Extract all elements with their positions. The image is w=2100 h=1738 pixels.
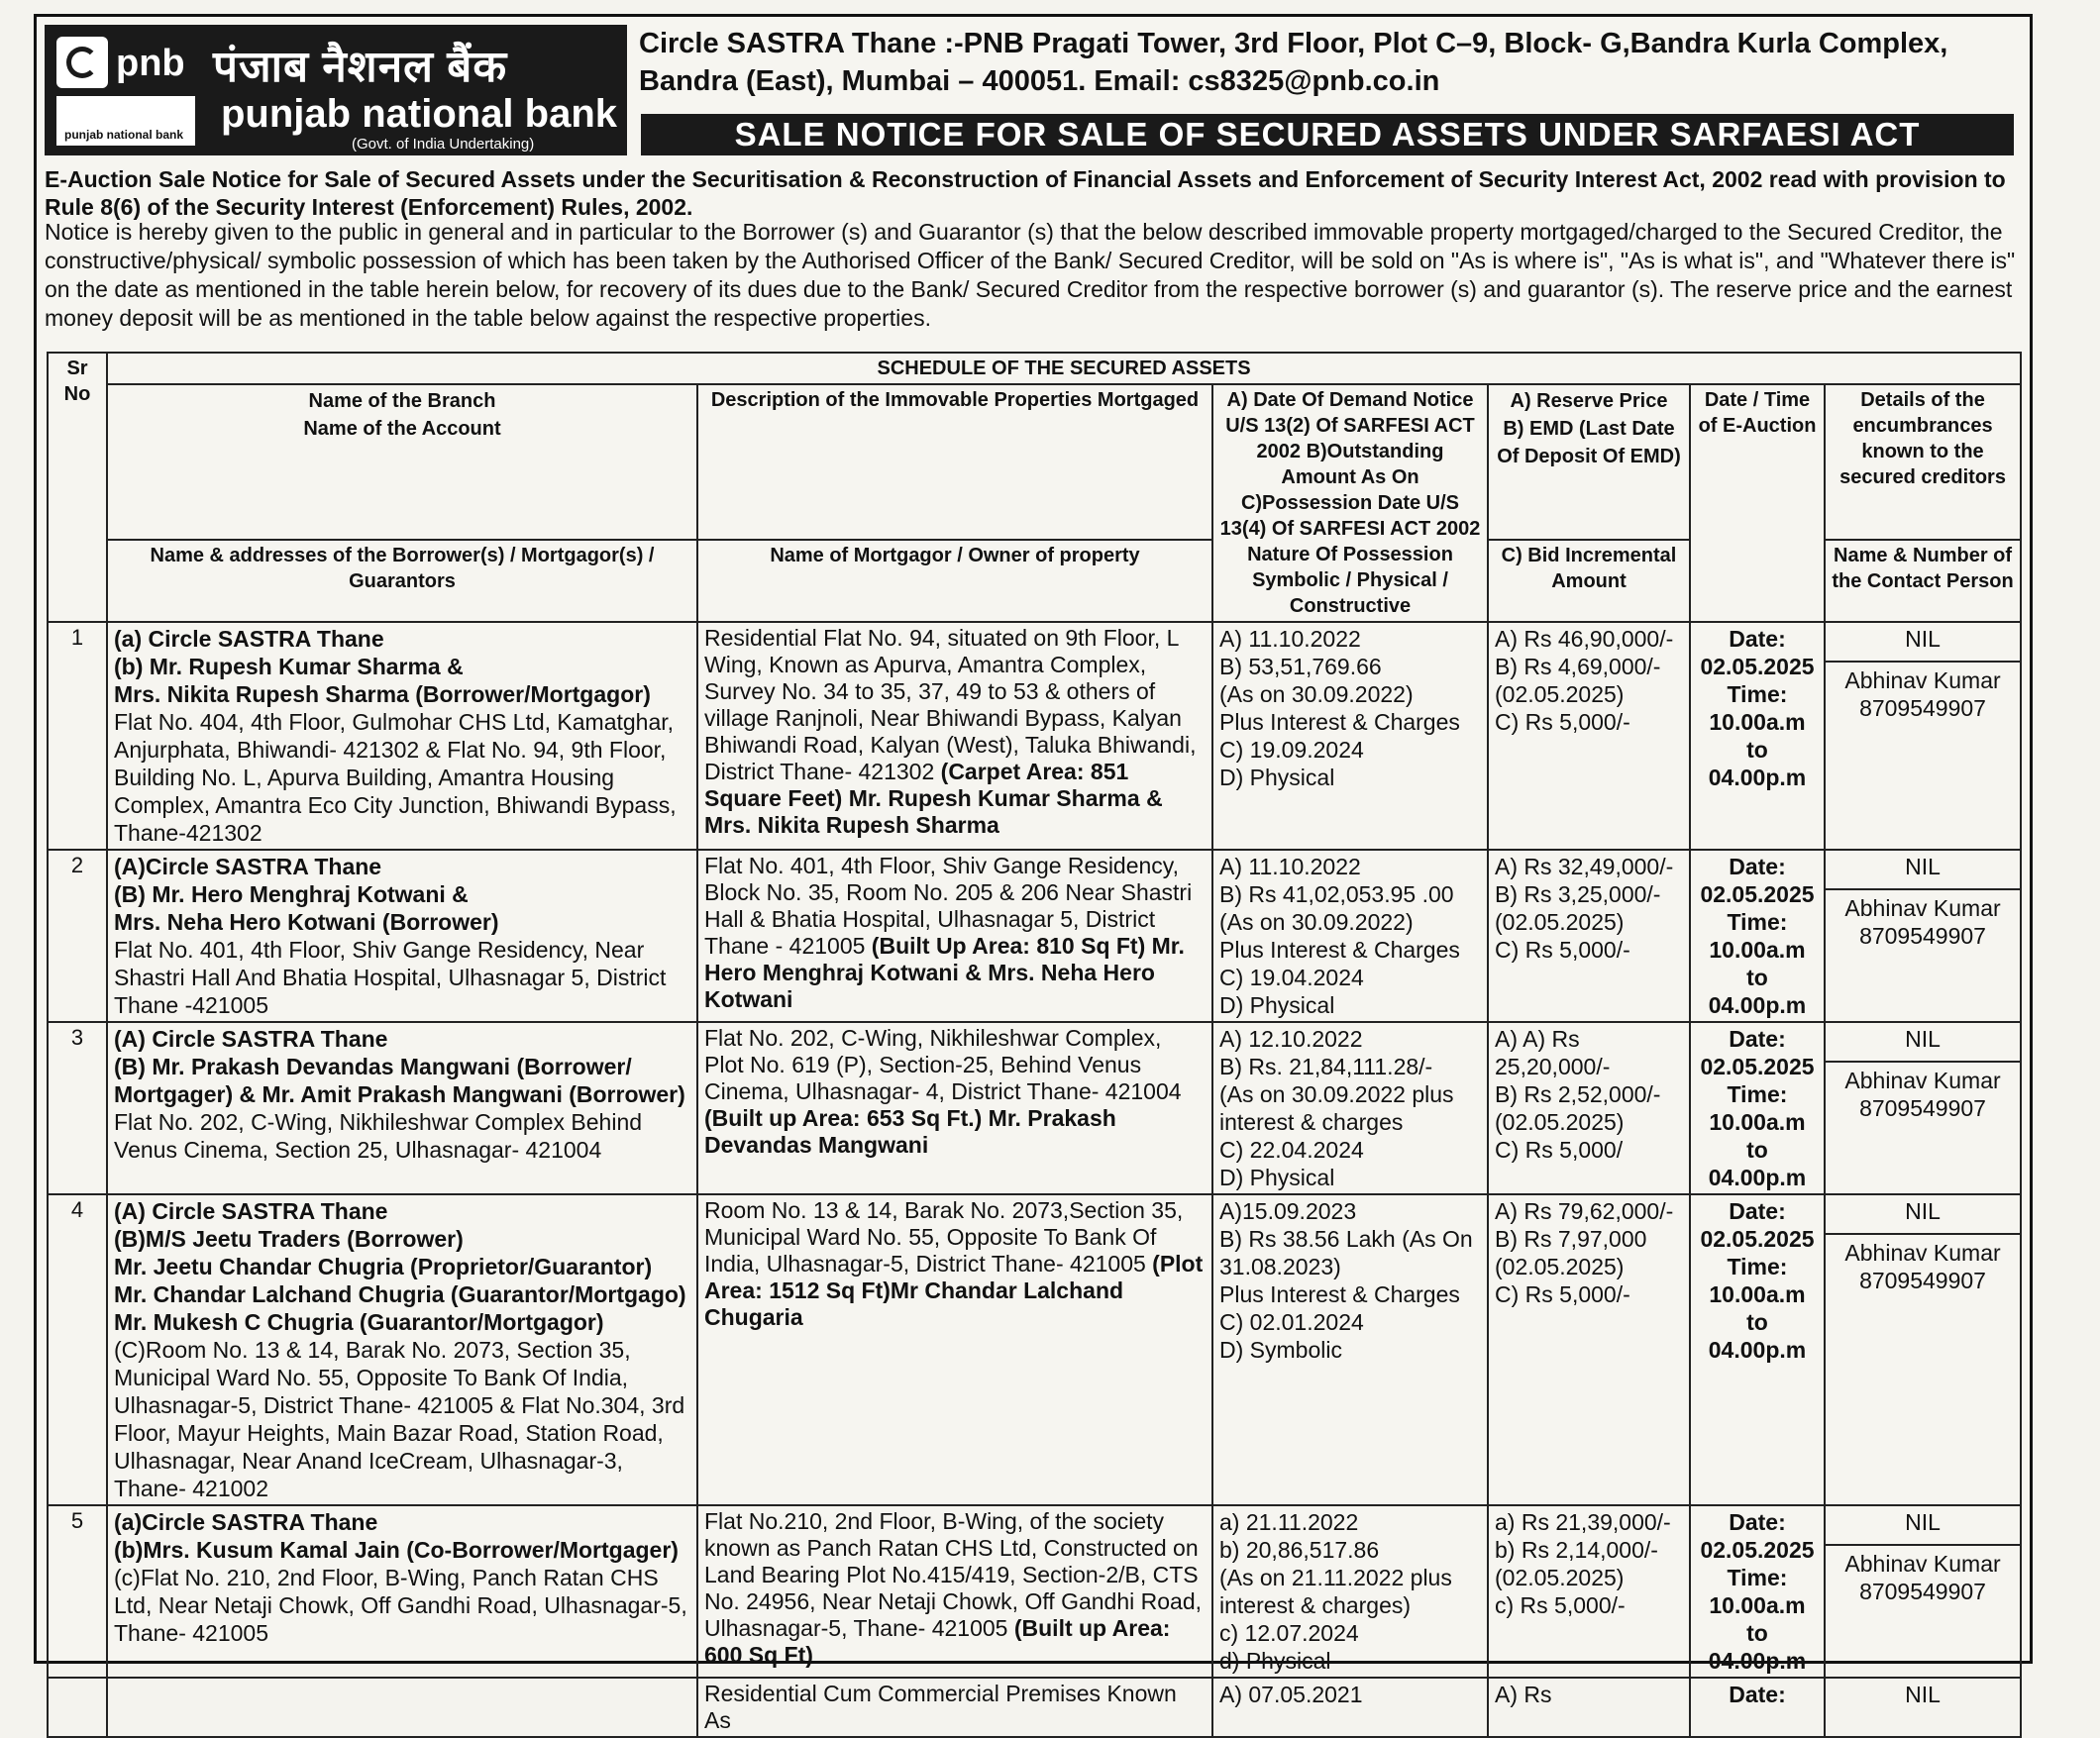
auction-line: 04.00p.m [1708,765,1807,790]
borrower-cell [107,1194,697,1505]
sr-cell: 5 [48,1505,107,1678]
demand-cell [1212,1022,1488,1194]
reserve-cell [1488,1194,1690,1505]
auction-line: 04.00p.m [1708,1165,1807,1190]
reserve-line: B) Rs 3,25,000/- [1495,881,1661,907]
contact-line: 8709549907 [1859,1579,1986,1604]
demand-line: B) Rs. 21,84,111.28/- [1219,1054,1433,1079]
borrower-line: (A) Circle SASTRA Thane [114,1026,388,1052]
reserve-line: C) Rs 5,000/ [1495,1137,1624,1163]
contact-line: 8709549907 [1859,1095,1986,1121]
demand-line: A) 12.10.2022 [1219,1026,1363,1052]
description-cell [697,850,1212,1022]
contact-line: Abhinav Kumar [1844,1240,2001,1266]
header-sr: Sr No [48,353,107,622]
demand-line: Plus Interest & Charges [1219,1281,1460,1307]
auction-line: 10.00a.m to [1709,1592,1806,1646]
encumbrance-cell [1825,1194,2021,1505]
demand-line: Plus Interest & Charges [1219,709,1460,735]
encumbrance-value: NIL [1905,1682,1941,1707]
logo-english-text: punjab national bank [221,92,618,136]
header-contact: Name & Number of the Contact Person [1825,540,2021,622]
auction-line: 04.00p.m [1708,1648,1807,1674]
demand-line: D) Physical [1219,992,1335,1018]
contact-line: Abhinav Kumar [1844,1551,2001,1577]
reserve-line: A) Rs 46,90,000/- [1495,626,1674,652]
reserve-line: (02.05.2025) [1495,909,1625,935]
description-text: Residential Cum Commercial Premises Known As [704,1681,1177,1733]
auction-cell [1690,1678,1825,1737]
demand-line: A)15.09.2023 [1219,1198,1357,1224]
borrower-line: Mrs. Neha Hero Kotwani (Borrower) [114,909,499,935]
auction-line: Date: [1729,1509,1786,1535]
borrower-line: Flat No. 401, 4th Floor, Shiv Gange Residency, Near Shastri Hall And Bhatia Hospital, Ulhasnagar 5, District Thane -421005 [114,937,667,1018]
header-account: Name of the Account [303,418,501,440]
notice-sheet [34,14,2033,1733]
encumbrance-cell [1825,1022,2021,1194]
schedule-table [47,352,2022,1738]
borrower-line: (a) Circle SASTRA Thane [114,626,384,652]
encumbrance-value: NIL [1905,626,1941,652]
borrower-line: (A) Circle SASTRA Thane [114,1198,388,1224]
demand-line: C) 19.09.2024 [1219,737,1364,763]
demand-line: C) 22.04.2024 [1219,1137,1364,1163]
reserve-cell [1488,850,1690,1022]
reserve-line: (02.05.2025) [1495,1254,1625,1279]
encumbrance-value: NIL [1905,1509,1941,1535]
demand-line: D) Symbolic [1219,1337,1342,1363]
contact-person [1826,661,2020,722]
contact-person [1826,1061,2020,1122]
borrower-line: (b)Mrs. Kusum Kamal Jain (Co-Borrower/Mortgager) [114,1537,679,1563]
reserve-line: (02.05.2025) [1495,681,1625,707]
contact-person [1826,1544,2020,1605]
encumbrance-value: NIL [1905,1026,1941,1052]
description-cell [697,622,1212,850]
reserve-line: 25,20,000/- [1495,1054,1611,1079]
auction-line: Time: [1727,1254,1788,1279]
description-text: Flat No.210, 2nd Floor, B-Wing, of the society known as Panch Ratan CHS Ltd, Constructed on Land Bearing Plot No.415/419, Section-2/B, CTS No. 24956, Near Netaji Chowk, Off Gandhi Road, Ulhasnagar-5, Thane- 421005 [704,1508,1203,1641]
contact-line: Abhinav Kumar [1844,895,2001,921]
demand-line: (As on 30.09.2022 plus interest & charges [1219,1081,1454,1135]
borrower-cell [107,622,697,850]
reserve-line: C) Rs 5,000/- [1495,937,1630,963]
borrower-line: Flat No. 202, C-Wing, Nikhileshwar Complex Behind Venus Cinema, Section 25, Ulhasnagar- 421004 [114,1109,643,1163]
description-cell [697,1505,1212,1678]
header-branch: Name of the Branch [308,390,496,412]
demand-line: a) 21.11.2022 [1219,1509,1359,1535]
demand-line: A) 07.05.2021 [1219,1682,1363,1707]
description-bold-text: (Built up Area: 600 Sq Ft) [704,1615,1171,1668]
demand-cell [1212,1194,1488,1505]
header-borrowers: Name & addresses of the Borrower(s) / Mortgagor(s) / Guarantors [107,540,697,622]
intro-heading: E-Auction Sale Notice for Sale of Secured Assets under the Securitisation & Reconstruction of Financial Assets and Enforcement of Security Interest Act, 2002 read with provision to Rule 8(6) of the Security Interest (Enforcement) Rules, 2002. [45,166,2006,220]
sr-cell: 3 [48,1022,107,1194]
reserve-line: A) A) Rs [1495,1026,1580,1052]
borrower-line: Mr. Jeetu Chandar Chugria (Proprietor/Guarantor) [114,1254,653,1279]
borrower-cell [107,1678,697,1737]
auction-line: 04.00p.m [1708,1337,1807,1363]
description-bold-text: (Built up Area: 653 Sq Ft.) Mr. Prakash Devandas Mangwani [704,1105,1116,1158]
table-row [48,1194,2021,1505]
demand-cell [1212,1505,1488,1678]
demand-line: C) 02.01.2024 [1219,1309,1364,1335]
reserve-line: (02.05.2025) [1495,1565,1625,1590]
auction-cell [1690,622,1825,850]
header-owner: Name of Mortgagor / Owner of property [697,540,1212,622]
borrower-line: (A)Circle SASTRA Thane [114,854,382,879]
contact-line: 8709549907 [1859,695,1986,721]
borrower-line: (B) Mr. Hero Menghraj Kotwani & [114,881,469,907]
demand-cell [1212,850,1488,1022]
reserve-line: A) Rs 32,49,000/- [1495,854,1674,879]
borrower-line: Mrs. Nikita Rupesh Sharma (Borrower/Mortgagor) [114,681,651,707]
contact-person [1826,1233,2020,1294]
reserve-line: C) Rs 5,000/- [1495,709,1630,735]
reserve-line: (02.05.2025) [1495,1109,1625,1135]
demand-line: Plus Interest & Charges [1219,937,1460,963]
description-bold-text: (Carpet Area: 851 Square Feet) Mr. Rupesh Kumar Sharma & Mrs. Nikita Rupesh Sharma [704,759,1163,838]
borrower-cell [107,1022,697,1194]
auction-line: Time: [1727,1565,1788,1590]
auction-line: Time: [1727,1081,1788,1107]
demand-line: d) Physical [1219,1648,1331,1674]
reserve-line: C) Rs 5,000/- [1495,1281,1630,1307]
table-row [48,1022,2021,1194]
demand-cell [1212,1678,1488,1737]
contact-line: 8709549907 [1859,923,1986,949]
auction-line: 02.05.2025 [1700,881,1815,907]
demand-line: c) 12.07.2024 [1219,1620,1359,1646]
encumbrance-cell [1825,850,2021,1022]
description-text: Flat No. 202, C-Wing, Nikhileshwar Complex, Plot No. 619 (P), Section-25, Behind Venus Cinema, Ulhasnagar- 4, District Thane- 421004 [704,1025,1182,1104]
auction-line: 10.00a.m to [1709,1281,1806,1335]
reserve-line: b) Rs 2,14,000/- [1495,1537,1658,1563]
header-emd: B) EMD (Last Date Of Deposit Of EMD) [1497,418,1681,467]
contact-line: Abhinav Kumar [1844,667,2001,693]
sr-cell: 4 [48,1194,107,1505]
demand-line: C) 19.04.2024 [1219,965,1364,990]
encumbrance-cell [1825,1505,2021,1678]
circle-address: Circle SASTRA Thane :-PNB Pragati Tower, 3rd Floor, Plot C–9, Block- G,Bandra Kurla Complex, Bandra (East), Mumbai – 400051. Email: cs8325@pnb.co.in [639,28,1948,97]
contact-line: Abhinav Kumar [1844,1068,2001,1093]
description-text: Room No. 13 & 14, Barak No. 2073,Section 35, Municipal Ward No. 55, Opposite To Bank Of India, Ulhasnagar-5, District Thane- 421005 [704,1197,1184,1277]
reserve-cell [1488,1505,1690,1678]
borrower-line: (c)Flat No. 210, 2nd Floor, B-Wing, Panch Ratan CHS Ltd, Near Netaji Chowk, Off Gandhi Road, Ulhasnagar-5, Thane- 421005 [114,1565,687,1646]
logo-govt-text: (Govt. of India Undertaking) [352,136,535,153]
demand-line: b) 20,86,517.86 [1219,1537,1380,1563]
header-reserve: A) Reserve Price [1510,390,1668,412]
demand-line: B) Rs 38.56 Lakh (As On 31.08.2023) [1219,1226,1473,1279]
description-cell [697,1194,1212,1505]
auction-line: 02.05.2025 [1700,1054,1815,1079]
sr-cell: 2 [48,850,107,1022]
borrower-line: Flat No. 404, 4th Floor, Gulmohar CHS Ltd, Kamatghar, Anjurphata, Bhiwandi- 421302 & Flat No. 94, 9th Floor, Building No. L, Apurva Building, Amantra Housing Complex, Amantra Eco City Junction, Bhiwandi Bypass, Thane-421302 [114,709,677,846]
demand-line: B) 53,51,769.66 [1219,654,1382,679]
auction-line: 10.00a.m to [1709,1109,1806,1163]
auction-line: 02.05.2025 [1700,654,1815,679]
auction-line: Date: [1729,1026,1786,1052]
reserve-line: A) Rs [1495,1682,1552,1707]
demand-line: A) 11.10.2022 [1219,854,1361,879]
borrower-cell [107,1505,697,1678]
table-row [48,850,2021,1022]
encumbrance-value: NIL [1905,1198,1941,1224]
borrower-line: (b) Mr. Rupesh Kumar Sharma & [114,654,464,679]
auction-line: 04.00p.m [1708,992,1807,1018]
logo-hindi-text: पंजाब नैशनल बैंक [213,43,508,91]
header-auction: Date / Time of E-Auction [1690,384,1825,622]
reserve-line: B) Rs 4,69,000/- [1495,654,1661,679]
auction-line: 02.05.2025 [1700,1537,1815,1563]
table-row [48,1505,2021,1678]
reserve-line: c) Rs 5,000/- [1495,1592,1626,1618]
reserve-line: A) Rs 79,62,000/- [1495,1198,1674,1224]
borrower-line: Mr. Mukesh C Chugria (Guarantor/Mortgagor) [114,1309,604,1335]
reserve-line: a) Rs 21,39,000/- [1495,1509,1671,1535]
auction-line: Time: [1727,909,1788,935]
auction-line: Time: [1727,681,1788,707]
demand-line: D) Physical [1219,765,1335,790]
auction-cell [1690,1505,1825,1678]
logo-pnb-text: pnb [116,43,185,84]
encumbrance-value: NIL [1905,854,1941,879]
header-bid: C) Bid Incremental Amount [1488,540,1690,622]
demand-line: B) Rs 41,02,053.95 .00 [1219,881,1454,907]
reserve-cell [1488,1678,1690,1737]
notice-title: SALE NOTICE FOR SALE OF SECURED ASSETS UNDER SARFAESI ACT [641,114,2014,155]
borrower-line: (C)Room No. 13 & 14, Barak No. 2073, Section 35, Municipal Ward No. 55, Opposite To Bank Of India, Ulhasnagar-5, District Thane- 421005 & Flat No.304, 3rd Floor, Mayur Heights, Main Bazar Road, Station Road, Ulhasnagar, Near Anand IceCream, Ulhasnagar-3, Thane- 421002 [114,1337,685,1501]
auction-line: Date: [1729,1198,1786,1224]
borrower-line: (B) Mr. Prakash Devandas Mangwani (Borrower/ Mortgager) & Mr. Amit Prakash Mangwani (Borrower) [114,1054,685,1107]
auction-cell [1690,1022,1825,1194]
auction-cell [1690,850,1825,1022]
table-row [48,1678,2021,1737]
auction-line: Date: [1729,626,1786,652]
logo-small-badge [56,96,195,146]
pnb-emblem-icon [56,37,108,88]
sr-cell: 1 [48,622,107,850]
header-reserve-emd [1488,384,1690,540]
demand-line: A) 11.10.2022 [1219,626,1361,652]
header-encumbrance: Details of the encumbrances known to the secured creditors [1825,384,2021,540]
description-text: Residential Flat No. 94, situated on 9th Floor, L Wing, Known as Apurva, Amantra Complex, Survey No. 34 to 35, 37, 49 to 53 & others of village Ranjnoli, Near Bhiwandi Bypass, Kalyan Bhiwandi Road, Kalyan (West), Taluka Bhiwandi, District Thane- 421302 [704,625,1197,784]
reserve-line: B) Rs 2,52,000/- [1495,1081,1661,1107]
header-description: Description of the Immovable Properties Mortgaged [697,384,1212,540]
auction-line: 02.05.2025 [1700,1226,1815,1252]
reserve-cell [1488,622,1690,850]
encumbrance-cell [1825,622,2021,850]
contact-line: 8709549907 [1859,1268,1986,1293]
schedule-title: SCHEDULE OF THE SECURED ASSETS [107,353,2021,384]
auction-cell [1690,1194,1825,1505]
encumbrance-cell [1825,1678,2021,1737]
auction-line: Date: [1729,854,1786,879]
auction-line: Date: [1729,1682,1786,1707]
borrower-line: Mr. Chandar Lalchand Chugria (Guarantor/Mortgago) [114,1281,686,1307]
contact-person [1826,888,2020,950]
demand-line: (As on 21.11.2022 plus interest & charges) [1219,1565,1452,1618]
sr-cell [48,1678,107,1737]
demand-line: D) Physical [1219,1165,1335,1190]
notice-paragraph: Notice is hereby given to the public in general and in particular to the Borrower (s) and Guarantor (s) that the below described immovable property mortgaged/charged to the Secured Creditor, the constructive/physical/ symbolic possession of which has been taken by the Authorised Officer of the Bank/ Secured Creditor, will be sold on "As is where is", "As is what is", and "Whatever there is" on the date as mentioned in the table herein below, for recovery of its dues due to the Bank/ Secured Creditor from the respective borrower (s) and guarantor (s). The reserve price and the earnest money deposit will be as mentioned in the table below against the respective properties. [45,219,2016,331]
description-bold-text: (Built Up Area: 810 Sq Ft) Mr. Hero Menghraj Kotwani & Mrs. Neha Hero Kotwani [704,933,1185,1012]
description-bold-text: (Plot Area: 1512 Sq Ft)Mr Chandar Lalchand Chugaria [704,1251,1204,1330]
description-cell [697,1678,1212,1737]
pnb-logo [45,25,627,155]
description-cell [697,1022,1212,1194]
description-text: Flat No. 401, 4th Floor, Shiv Gange Residency, Block No. 35, Room No. 205 & 206 Near Shastri Hall & Bhatia Hospital, Ulhasnagar 5, District Thane - 421005 [704,853,1193,959]
header-branch-account [107,384,697,540]
demand-line: (As on 30.09.2022) [1219,909,1414,935]
borrower-line: (a)Circle SASTRA Thane [114,1509,378,1535]
schedule-rows [48,622,2021,1737]
demand-line: (As on 30.09.2022) [1219,681,1414,707]
borrower-cell [107,850,697,1022]
reserve-cell [1488,1022,1690,1194]
table-row [48,622,2021,850]
demand-cell [1212,622,1488,850]
borrower-line: (B)M/S Jeetu Traders (Borrower) [114,1226,464,1252]
header-demand: A) Date Of Demand Notice U/S 13(2) Of SARFESI ACT 2002 B)Outstanding Amount As On C)Possession Date U/S 13(4) Of SARFESI ACT 2002 Nature Of Possession Symbolic / Physical / Constructive [1212,384,1488,622]
auction-line: 10.00a.m to [1709,937,1806,990]
reserve-line: B) Rs 7,97,000 [1495,1226,1647,1252]
auction-line: 10.00a.m to [1709,709,1806,763]
logo-small-text: punjab national bank [64,128,184,142]
